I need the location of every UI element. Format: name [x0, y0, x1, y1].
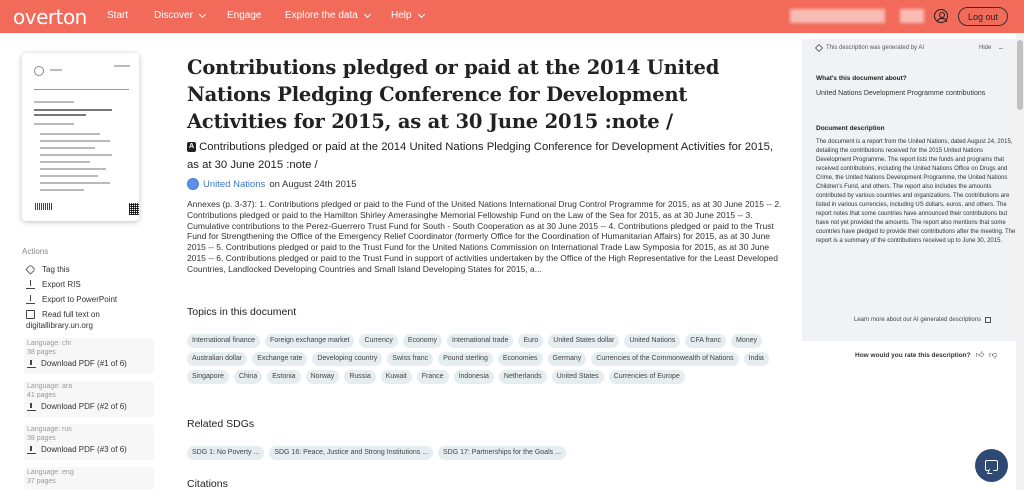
- topic-tag[interactable]: CFA franc: [685, 334, 726, 348]
- topic-tag[interactable]: Developing country: [312, 352, 382, 366]
- overton-logo[interactable]: overton: [13, 4, 87, 29]
- language-item-eng: Language: eng 37 pages: [24, 467, 154, 490]
- sdg-tag[interactable]: SDG 1: No Poverty ...: [187, 446, 264, 460]
- chevron-down-icon: [199, 10, 206, 17]
- chevron-down-icon: [418, 10, 425, 17]
- ai-about-heading: What's this document about?: [816, 75, 907, 82]
- topic-tag[interactable]: Euro: [518, 334, 543, 348]
- export-ris-action[interactable]: Export RIS: [26, 280, 81, 289]
- translate-icon: A: [189, 143, 195, 150]
- topic-tag[interactable]: Kuwait: [381, 370, 412, 384]
- topic-tag[interactable]: Singapore: [187, 370, 229, 384]
- user-account-icon[interactable]: [934, 9, 948, 23]
- download-pdf-2[interactable]: Download PDF (#2 of 6): [27, 402, 127, 411]
- topic-tag[interactable]: Economy: [403, 334, 442, 348]
- logout-button[interactable]: Log out: [958, 7, 1008, 26]
- topic-tag[interactable]: International finance: [187, 334, 260, 348]
- read-full-text-action[interactable]: Read full text on: [26, 310, 100, 319]
- topic-tag[interactable]: Economies: [498, 352, 543, 366]
- topic-tag[interactable]: Currencies of the Commonwealth of Nations: [591, 352, 738, 366]
- ai-desc-heading: Document description: [816, 125, 885, 132]
- topic-tag[interactable]: France: [417, 370, 449, 384]
- qr-code-icon: [129, 203, 139, 215]
- sdg-tags: [187, 446, 787, 460]
- topic-tag[interactable]: Money: [731, 334, 762, 348]
- un-emblem-icon: [34, 66, 44, 76]
- download-icon: [27, 403, 36, 411]
- download-pdf-3[interactable]: Download PDF (#3 of 6): [27, 445, 127, 454]
- topic-tag[interactable]: China: [234, 370, 262, 384]
- page-scrollbar-thumb[interactable]: [1017, 40, 1023, 110]
- topic-tag[interactable]: Pound sterling: [438, 352, 493, 366]
- topics-heading: Topics in this document: [187, 306, 297, 318]
- download-icon: [27, 360, 36, 368]
- document-thumbnail[interactable]: [22, 53, 139, 221]
- chat-bubble-icon: [985, 460, 998, 471]
- topic-tag[interactable]: Exchange rate: [252, 352, 307, 366]
- ai-hide-button[interactable]: Hide: [979, 45, 992, 51]
- ai-description-panel: [802, 39, 1022, 341]
- document-abstract: Annexes (p. 3-37): 1. Contributions pledged or paid to the Fund of the United Nations International Drug Control Programme for 2015, as at 30 June 2015 -- 2. Contributions pledged or paid to the Hamilton Shirley Amerasinghe Memorial Fellowship Fund on the Law of the Sea for 2015, as at 30 June 2015 -- 3. Cumulative contributions to the Perez-Guerrero Trust Fund for South - South Cooperation as at 30 June 2015 -- 4. Contributions pledged or paid to the Trust Fund for Strengthening the Office of the Emergency Relief Coordinator (formerly Office for the Coordination of Humanitarian Affairs) for 2015, as at 30 June 2015 -- 5. Contributions pledged or paid to the Trust Fund for the United Nations Commission on International Trade Law Symposia for 2015, as at 30 June 2015 -- 6. Contributions pledged or paid to the Trust Fund in support of activities undertaken by the Office of the High Representative for the Least Developed Countries, Landlocked Developing Countries and Small Island Developing States for 2015, a...: [187, 199, 782, 274]
- ai-sparkle-icon: [815, 44, 823, 52]
- source-date: on August 24th 2015: [269, 178, 357, 190]
- document-title: Contributions pledged or paid at the 2014 United Nations Pledging Conference for Development Activities for 2015, as at 30 June 2015 :note /: [187, 56, 720, 133]
- ai-desc-text: The document is a report from the United Nations, dated August 24, 2015, detailing the contributions received for the 2015 United Nations Development Programme. The report lists the funds and programs that received contributions, including the United Nations Office on Drugs and Crime, the United Nations Development Programme, the United Nations Children's Fund, and others. The report also includes the amounts contributed by various countries and organizations. The contributions are listed in various currencies, including US dollars, euros, and others. The report notes that some countries have announced their contributions but have not yet provided the amounts. The report also mentions that some countries have pledged to provide their contributions after the meeting. The report is a summary of the contributions received up to June 30, 2015.: [816, 139, 1016, 244]
- nav-discover[interactable]: Discover: [154, 10, 205, 21]
- topic-tag[interactable]: Australian dollar: [187, 352, 247, 366]
- external-link-icon: [985, 317, 991, 323]
- sdgs-heading: Related SDGs: [187, 418, 255, 430]
- export-powerpoint-action[interactable]: Export to PowerPoint: [26, 295, 117, 304]
- document-icon: [26, 310, 35, 319]
- thumbs-down-icon[interactable]: 👎︎: [988, 350, 998, 359]
- top-navigation: [0, 0, 1024, 33]
- un-globe-icon: [187, 178, 199, 190]
- topic-tag[interactable]: Swiss franc: [387, 352, 433, 366]
- topic-tag[interactable]: Currency: [359, 334, 397, 348]
- sdg-tag[interactable]: SDG 17: Partnerships for the Goals ...: [438, 446, 566, 460]
- topic-tag[interactable]: Norway: [306, 370, 340, 384]
- topic-tag[interactable]: Currencies of Europe: [609, 370, 685, 384]
- nav-start[interactable]: Start: [107, 10, 129, 21]
- nav-help[interactable]: Help: [391, 10, 424, 21]
- thumbs-up-icon[interactable]: 👍︎: [975, 350, 984, 359]
- ai-collapse-icon[interactable]: –: [999, 45, 1003, 52]
- actions-heading: Actions: [22, 247, 49, 256]
- original-title: A Contributions pledged or paid at the 2014 United Nations Pledging Conference for Development Activities for 2015, as at 30 June 2015 :note /: [187, 141, 774, 171]
- nav-engage[interactable]: Engage: [227, 10, 262, 21]
- ai-rating: How would you rate this description? 👍︎ 👎︎: [855, 350, 998, 359]
- download-pdf-1[interactable]: Download PDF (#1 of 6): [27, 359, 127, 368]
- barcode-icon: [35, 203, 53, 210]
- topic-tag[interactable]: United States: [552, 370, 604, 384]
- topic-tags: [187, 334, 787, 384]
- topic-tag[interactable]: Russia: [344, 370, 375, 384]
- redacted-user-info: [900, 9, 924, 23]
- nav-explore-data[interactable]: Explore the data: [285, 10, 370, 21]
- topic-tag[interactable]: Foreign exchange market: [265, 334, 354, 348]
- tag-icon: [25, 264, 35, 274]
- topic-tag[interactable]: Netherlands: [499, 370, 547, 384]
- document-source: [187, 178, 356, 190]
- citations-heading: Citations: [187, 478, 228, 490]
- topic-tag[interactable]: United States dollar: [548, 334, 619, 348]
- ai-learn-more-link[interactable]: Learn more about our AI generated descriptions: [854, 317, 991, 323]
- sdg-tag[interactable]: SDG 16: Peace, Justice and Strong Institutions ...: [269, 446, 433, 460]
- language-item-chi: Language: chi 38 pages Download PDF (#1 of 6): [24, 338, 154, 374]
- export-icon: [26, 280, 35, 289]
- chevron-down-icon: [364, 10, 371, 17]
- topic-tag[interactable]: Indonesia: [454, 370, 494, 384]
- ai-notice: This description was generated by AI: [816, 45, 924, 51]
- topic-tag[interactable]: Estonia: [267, 370, 300, 384]
- read-full-text-site[interactable]: digitallibrary.un.org: [26, 321, 93, 330]
- topic-tag[interactable]: Germany: [548, 352, 587, 366]
- topic-tag[interactable]: United Nations: [624, 334, 680, 348]
- topic-tag[interactable]: India: [744, 352, 769, 366]
- export-icon: [26, 295, 35, 304]
- chat-widget-button[interactable]: [975, 449, 1008, 482]
- download-icon: [27, 446, 36, 454]
- tag-this-action[interactable]: Tag this: [26, 265, 70, 274]
- language-item-ara: Language: ara 41 pages Download PDF (#2 of 6): [24, 381, 154, 417]
- topic-tag[interactable]: International trade: [447, 334, 513, 348]
- source-link[interactable]: United Nations: [203, 178, 266, 190]
- language-item-rus: Language: rus 38 pages Download PDF (#3 of 6): [24, 424, 154, 460]
- ai-about-text: United Nations Development Programme contributions: [816, 90, 986, 97]
- redacted-user-info: [790, 9, 885, 23]
